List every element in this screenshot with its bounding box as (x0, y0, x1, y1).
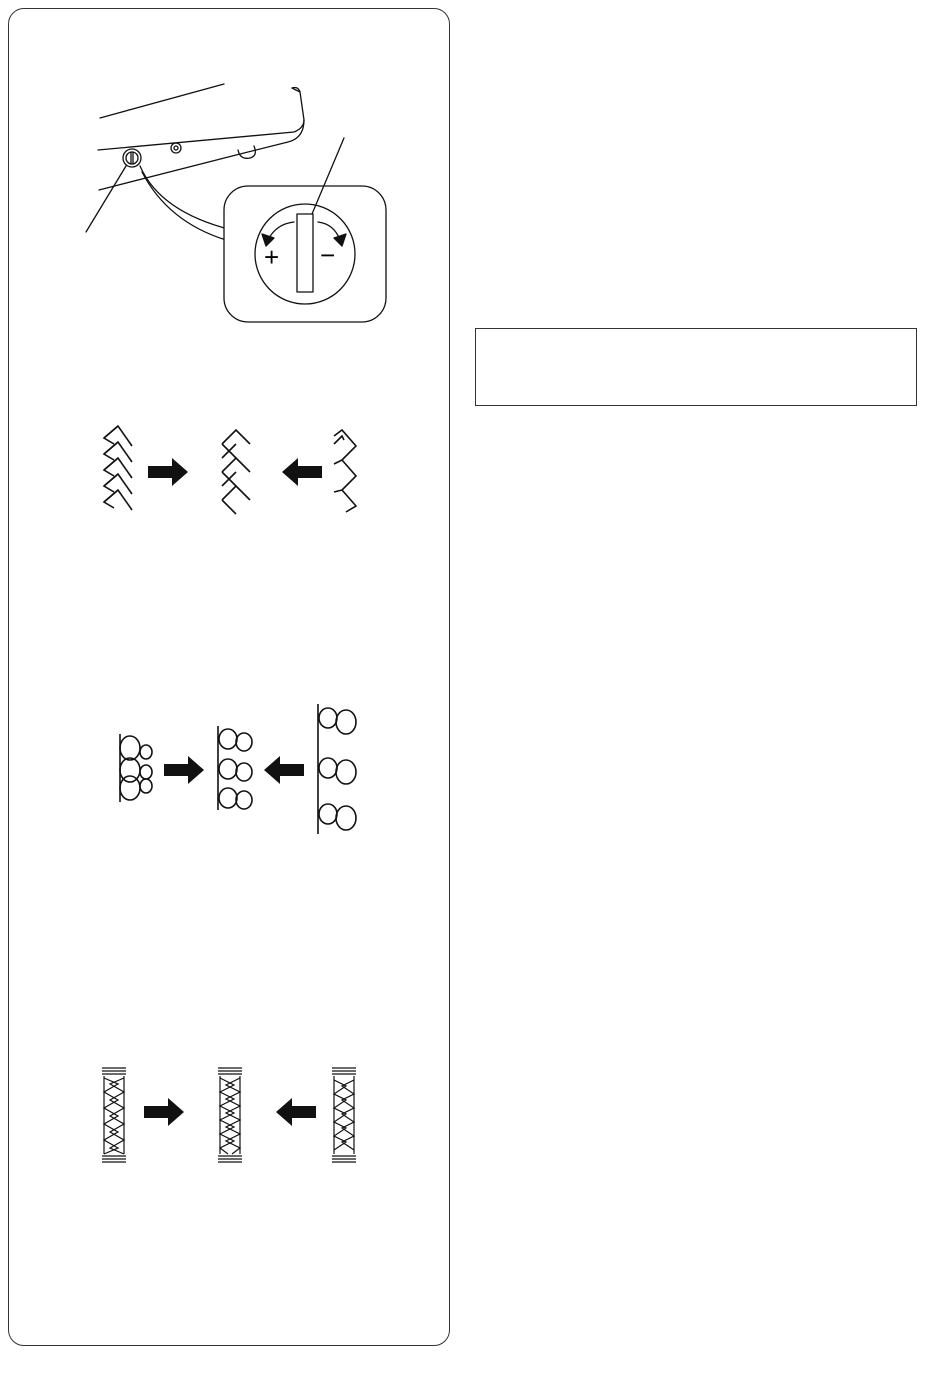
plus-sign: + (264, 242, 280, 272)
arrow-left-icon (276, 1098, 316, 1126)
minus-sign: − (320, 240, 336, 270)
note-box (475, 328, 917, 406)
arrow-right-icon (144, 1098, 184, 1126)
